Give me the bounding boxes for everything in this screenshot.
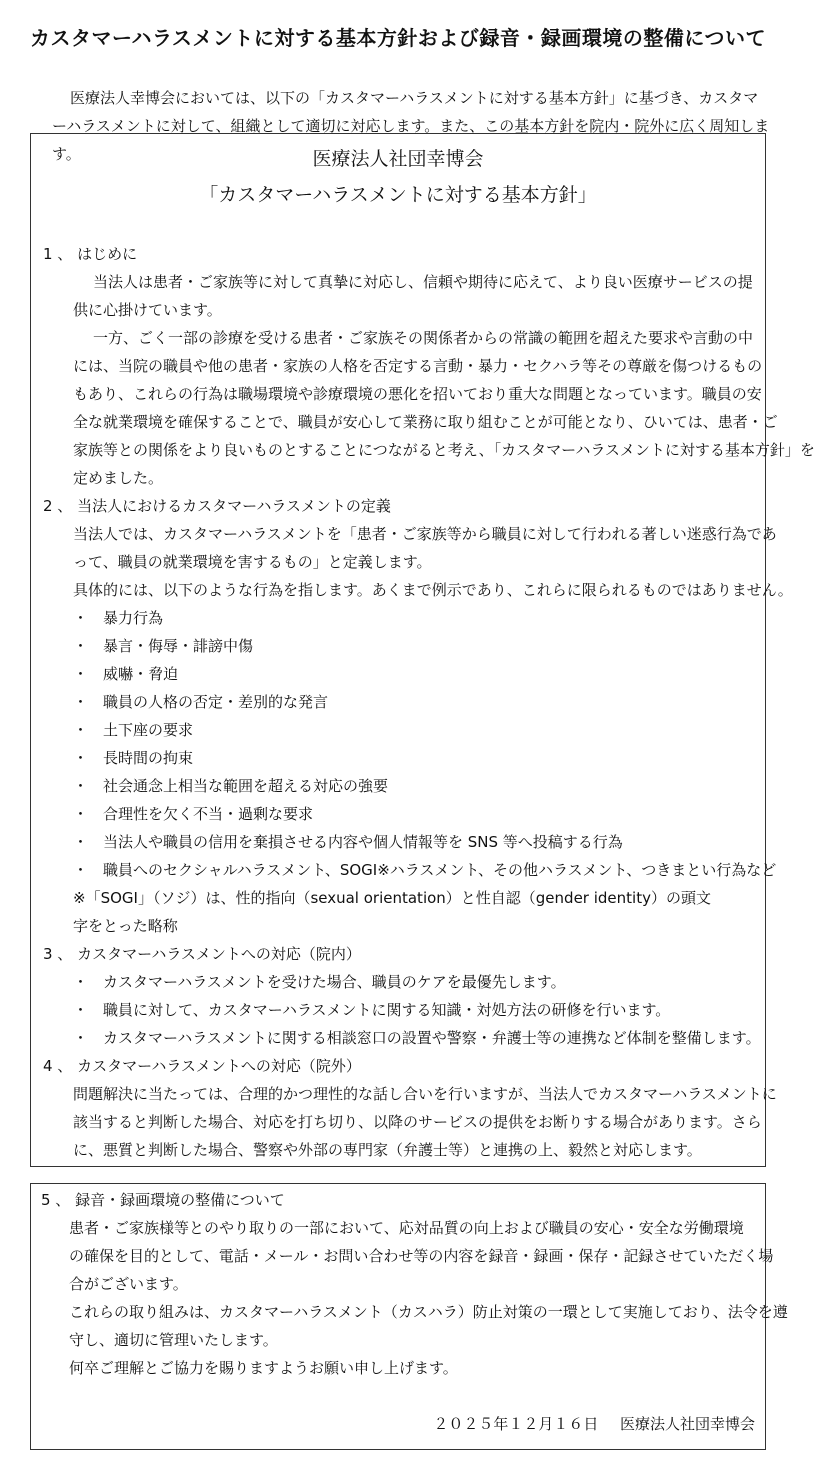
- signatory-name: 医療法人社団幸博会: [619, 1415, 755, 1433]
- harassment-example-item: 暴力行為: [103, 609, 164, 627]
- recording-line: 合がございます。: [69, 1275, 188, 1293]
- document-title: カスタマーハラスメントに対する基本方針および録音・録画環境の整備について: [30, 26, 766, 50]
- policy-org-name: 医療法人社団幸博会: [312, 148, 484, 170]
- section-2-title: 2 、 当法人におけるカスタマーハラスメントの定義: [43, 497, 391, 515]
- section-1-line: もあり、これらの行為は職場環境や診療環境の悪化を招いており重大な問題となっています。職員の安: [73, 385, 762, 403]
- recording-line: 何卒ご理解とご協力を賜りますようお願い申し上げます。: [69, 1359, 458, 1377]
- section-1-line: 供に心掛けています。: [73, 301, 222, 319]
- bullet-dot: ・: [73, 749, 89, 767]
- internal-response-item: 職員に対して、カスタマーハラスメントに関する知識・対処方法の研修を行います。: [103, 1001, 671, 1019]
- recording-line: 患者・ご家族様等とのやり取りの一部において、応対品質の向上および職員の安心・安全な労働環境: [69, 1219, 744, 1237]
- bullet-dot: ・: [73, 721, 89, 739]
- section-4-line: 問題解決に当たっては、合理的かつ理性的な話し合いを行いますが、当法人でカスタマーハラスメントに: [73, 1085, 777, 1103]
- harassment-example-item: 合理性を欠く不当・過剰な要求: [103, 805, 314, 823]
- harassment-example-item: 土下座の要求: [103, 721, 194, 739]
- section-1-line: には、当院の職員や他の患者・家族の人格を否定する言動・暴力・セクハラ等その尊厳を傷つけるもの: [73, 357, 763, 375]
- section-2-line: 当法人では、カスタマーハラスメントを「患者・ご家族等から職員に対して行われる著しい迷惑行為であ: [73, 525, 777, 543]
- sogi-note: 字をとった略称: [73, 917, 178, 935]
- section-1-line: 定めました。: [73, 469, 164, 487]
- section-1-line: 家族等との関係をより良いものとすることにつながると考え、「カスタマーハラスメントに対する基本方針」を: [73, 441, 815, 459]
- bullet-dot: ・: [73, 777, 89, 795]
- section-4-line: に、悪質と判断した場合、警察や外部の専門家（弁護士等）と連携の上、毅然と対応します。: [73, 1141, 702, 1159]
- intro-paragraph: 医療法人幸博会においては、以下の「カスタマーハラスメントに対する基本方針」に基づき、カスタマーハラスメントに対して、組織として適切に対応します。また、この基本方針を院内・院外に広く周知します。: [52, 89, 770, 163]
- section-2-line: って、職員の就業環境を害するもの」と定義します。: [73, 553, 432, 571]
- recording-line: これらの取り組みは、カスタマーハラスメント（カスハラ）防止対策の一環として実施しており、法令を遵: [69, 1303, 788, 1321]
- harassment-example-item: 暴言・侮辱・誹謗中傷: [103, 637, 254, 655]
- recording-line: 守し、適切に管理いたします。: [69, 1331, 278, 1349]
- section-4-line: 該当すると判断した場合、対応を打ち切り、以降のサービスの提供をお断りする場合があります。さら: [73, 1113, 762, 1131]
- sogi-note: ※「SOGI」（ソジ）は、性的指向（sexual orientation）と性自認（gender identity）の頭文: [73, 889, 711, 907]
- policy-box: [30, 133, 815, 1167]
- bullet-dot: ・: [73, 693, 89, 711]
- recording-line: の確保を目的として、電話・メール・お問い合わせ等の内容を録音・録画・保存・記録させていただく場: [69, 1247, 774, 1265]
- bullet-dot: ・: [73, 861, 89, 879]
- bullet-dot: ・: [73, 1001, 89, 1019]
- bullet-dot: ・: [73, 609, 89, 627]
- harassment-example-item: 職員の人格の否定・差別的な発言: [103, 693, 329, 711]
- bullet-dot: ・: [73, 973, 89, 991]
- recording-box: [30, 1183, 788, 1450]
- bullet-dot: ・: [73, 1029, 89, 1047]
- bullet-dot: ・: [73, 805, 89, 823]
- section-1-line: 全な就業環境を確保することで、職員が安心して業務に取り組むことが可能となり、ひいては、患者・ご: [73, 413, 778, 431]
- harassment-example-item: 社会通念上相当な範囲を超える対応の強要: [103, 777, 389, 795]
- bullet-dot: ・: [73, 833, 89, 851]
- harassment-example-item: 職員へのセクシャルハラスメント、SOGI※ハラスメント、その他ハラスメント、つきまとい行為など: [103, 861, 777, 879]
- section-5-title: 5 、 録音・録画環境の整備について: [41, 1191, 285, 1209]
- section-3-title: 3 、 カスタマーハラスメントへの対応（院内）: [43, 945, 361, 963]
- section-1-title: 1 、 はじめに: [43, 245, 138, 263]
- bullet-dot: ・: [73, 637, 89, 655]
- internal-response-item: カスタマーハラスメントを受けた場合、職員のケアを最優先します。: [103, 973, 566, 991]
- section-4-title: 4 、 カスタマーハラスメントへの対応（院外）: [43, 1057, 361, 1075]
- section-2-line: 具体的には、以下のような行為を指します。あくまで例示であり、これらに限られるものではありません。: [73, 581, 793, 599]
- signature-line: [433, 1414, 755, 1434]
- harassment-example-item: 当法人や職員の信用を棄損させる内容や個人情報等を SNS 等へ投稿する行為: [103, 833, 623, 851]
- policy-heading: 「カスタマーハラスメントに対する基本方針」: [199, 184, 597, 206]
- harassment-example-item: 長時間の拘束: [103, 749, 194, 767]
- issue-date: ２０２５年１２月１６日: [433, 1415, 599, 1433]
- internal-response-item: カスタマーハラスメントに関する相談窓口の設置や警察・弁護士等の連携など体制を整備します。: [103, 1029, 761, 1047]
- bullet-dot: ・: [73, 665, 89, 683]
- section-1-line: 当法人は患者・ご家族等に対して真摯に対応し、信頼や期待に応えて、より良い医療サービスの提: [93, 273, 753, 291]
- section-1-line: 一方、ごく一部の診療を受ける患者・ご家族その関係者からの常識の範囲を超えた要求や言動の中: [93, 329, 754, 347]
- harassment-example-item: 威嚇・脅迫: [103, 665, 179, 683]
